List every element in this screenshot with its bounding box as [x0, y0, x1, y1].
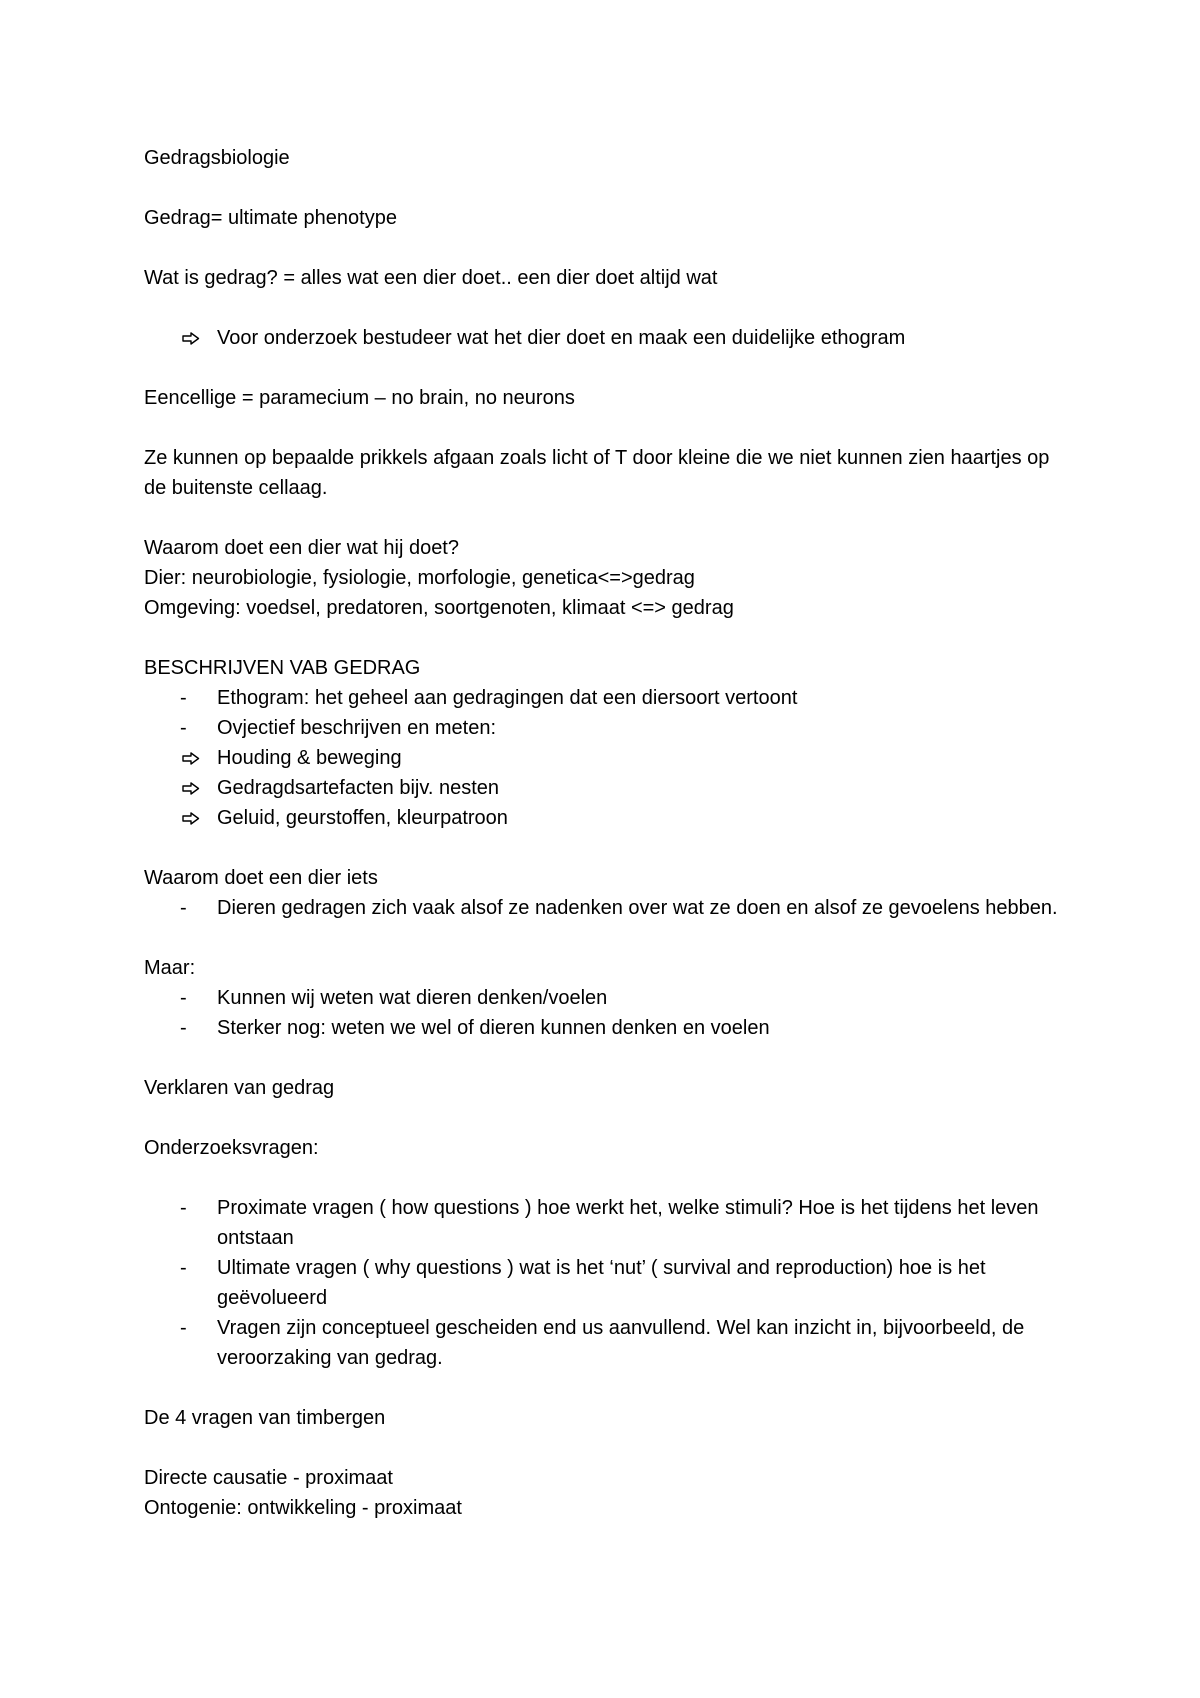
list-item-text: Gedragdsartefacten bijv. nesten — [217, 777, 500, 799]
paragraph-gedrag-definition: Gedrag= ultimate phenotype — [144, 207, 397, 229]
paragraph-dier: Dier: neurobiologie, fysiologie, morfologie, genetica<=>gedrag — [144, 567, 695, 589]
list-onderzoeksvragen — [144, 1193, 1064, 1373]
list-item — [144, 1253, 1064, 1313]
list-dash-marker: - — [180, 687, 187, 709]
list-item — [144, 1193, 1064, 1253]
paragraph-waarom-question: Waarom doet een dier wat hij doet? — [144, 537, 459, 559]
list-dash-marker: - — [180, 897, 187, 919]
list-dash-marker: - — [180, 717, 187, 739]
list-dash-marker: - — [180, 1017, 187, 1039]
section-heading-onderzoeksvragen: Onderzoeksvragen: — [144, 1137, 319, 1159]
list-dash-marker: - — [180, 1197, 187, 1219]
arrow-list-onderzoek — [144, 323, 1064, 353]
paragraph-eencellige: Eencellige = paramecium – no brain, no neurons — [144, 387, 575, 409]
document-body — [144, 143, 1064, 1523]
list-item — [144, 773, 1064, 803]
list-item-text: Sterker nog: weten we wel of dieren kunnen denken en voelen — [217, 1017, 770, 1039]
paragraph-4-vragen: De 4 vragen van timbergen — [144, 1407, 386, 1429]
list-maar — [144, 983, 1064, 1043]
list-item — [144, 1313, 1064, 1373]
list-item — [144, 1013, 1064, 1043]
list-item — [144, 713, 1064, 743]
list-item-text: Proximate vragen ( how questions ) hoe werkt het, welke stimuli? Hoe is het tijdens het leven ontstaan — [217, 1197, 1039, 1249]
list-dash-marker: - — [180, 987, 187, 1009]
list-dash-marker: - — [180, 1317, 187, 1339]
paragraph-omgeving: Omgeving: voedsel, predatoren, soortgenoten, klimaat <=> gedrag — [144, 597, 734, 619]
list-item-text: Ethogram: het geheel aan gedragingen dat een diersoort vertoont — [217, 687, 798, 709]
list-beschrijven — [144, 683, 1064, 833]
arrow-right-icon — [182, 752, 200, 765]
arrow-right-icon — [182, 332, 200, 345]
paragraph-verklaren: Verklaren van gedrag — [144, 1077, 335, 1099]
section-heading-beschrijven: BESCHRIJVEN VAB GEDRAG — [144, 657, 421, 679]
list-item-text: Ovjectief beschrijven en meten: — [217, 717, 497, 739]
list-item — [144, 983, 1064, 1013]
list-item-text: Voor onderzoek bestudeer wat het dier doet en maak een duidelijke ethogram — [217, 327, 906, 349]
list-item-text: Houding & beweging — [217, 747, 402, 769]
paragraph-prikkels: Ze kunnen op bepaalde prikkels afgaan zoals licht of T door kleine die we niet kunnen zien haartjes op de buitenste cellaag. — [144, 447, 1050, 499]
paragraph-wat-is-gedrag: Wat is gedrag? = alles wat een dier doet.. een dier doet altijd wat — [144, 267, 718, 289]
list-item — [144, 893, 1064, 923]
list-item — [144, 803, 1064, 833]
document-title: Gedragsbiologie — [144, 147, 290, 169]
list-item-text: Vragen zijn conceptueel gescheiden end us aanvullend. Wel kan inzicht in, bijvoorbeeld, de veroorzaking van gedrag. — [217, 1317, 1025, 1369]
list-item — [144, 683, 1064, 713]
section-heading-maar: Maar: — [144, 957, 196, 979]
paragraph-ontogenie: Ontogenie: ontwikkeling - proximaat — [144, 1497, 462, 1519]
list-item-text: Ultimate vragen ( why questions ) wat is het ‘nut’ ( survival and reproduction) hoe is het geëvolueerd — [217, 1257, 986, 1309]
list-item — [144, 743, 1064, 773]
list-waarom-iets — [144, 893, 1064, 923]
arrow-right-icon — [182, 812, 200, 825]
list-item-text: Geluid, geurstoffen, kleurpatroon — [217, 807, 508, 829]
paragraph-directe-causatie: Directe causatie - proximaat — [144, 1467, 393, 1489]
list-item-text: Kunnen wij weten wat dieren denken/voelen — [217, 987, 608, 1009]
section-heading-waarom-iets: Waarom doet een dier iets — [144, 867, 378, 889]
list-item-text: Dieren gedragen zich vaak alsof ze nadenken over wat ze doen en alsof ze gevoelens hebben. — [217, 897, 1058, 919]
list-item — [144, 323, 1064, 353]
list-dash-marker: - — [180, 1257, 187, 1279]
arrow-right-icon — [182, 782, 200, 795]
